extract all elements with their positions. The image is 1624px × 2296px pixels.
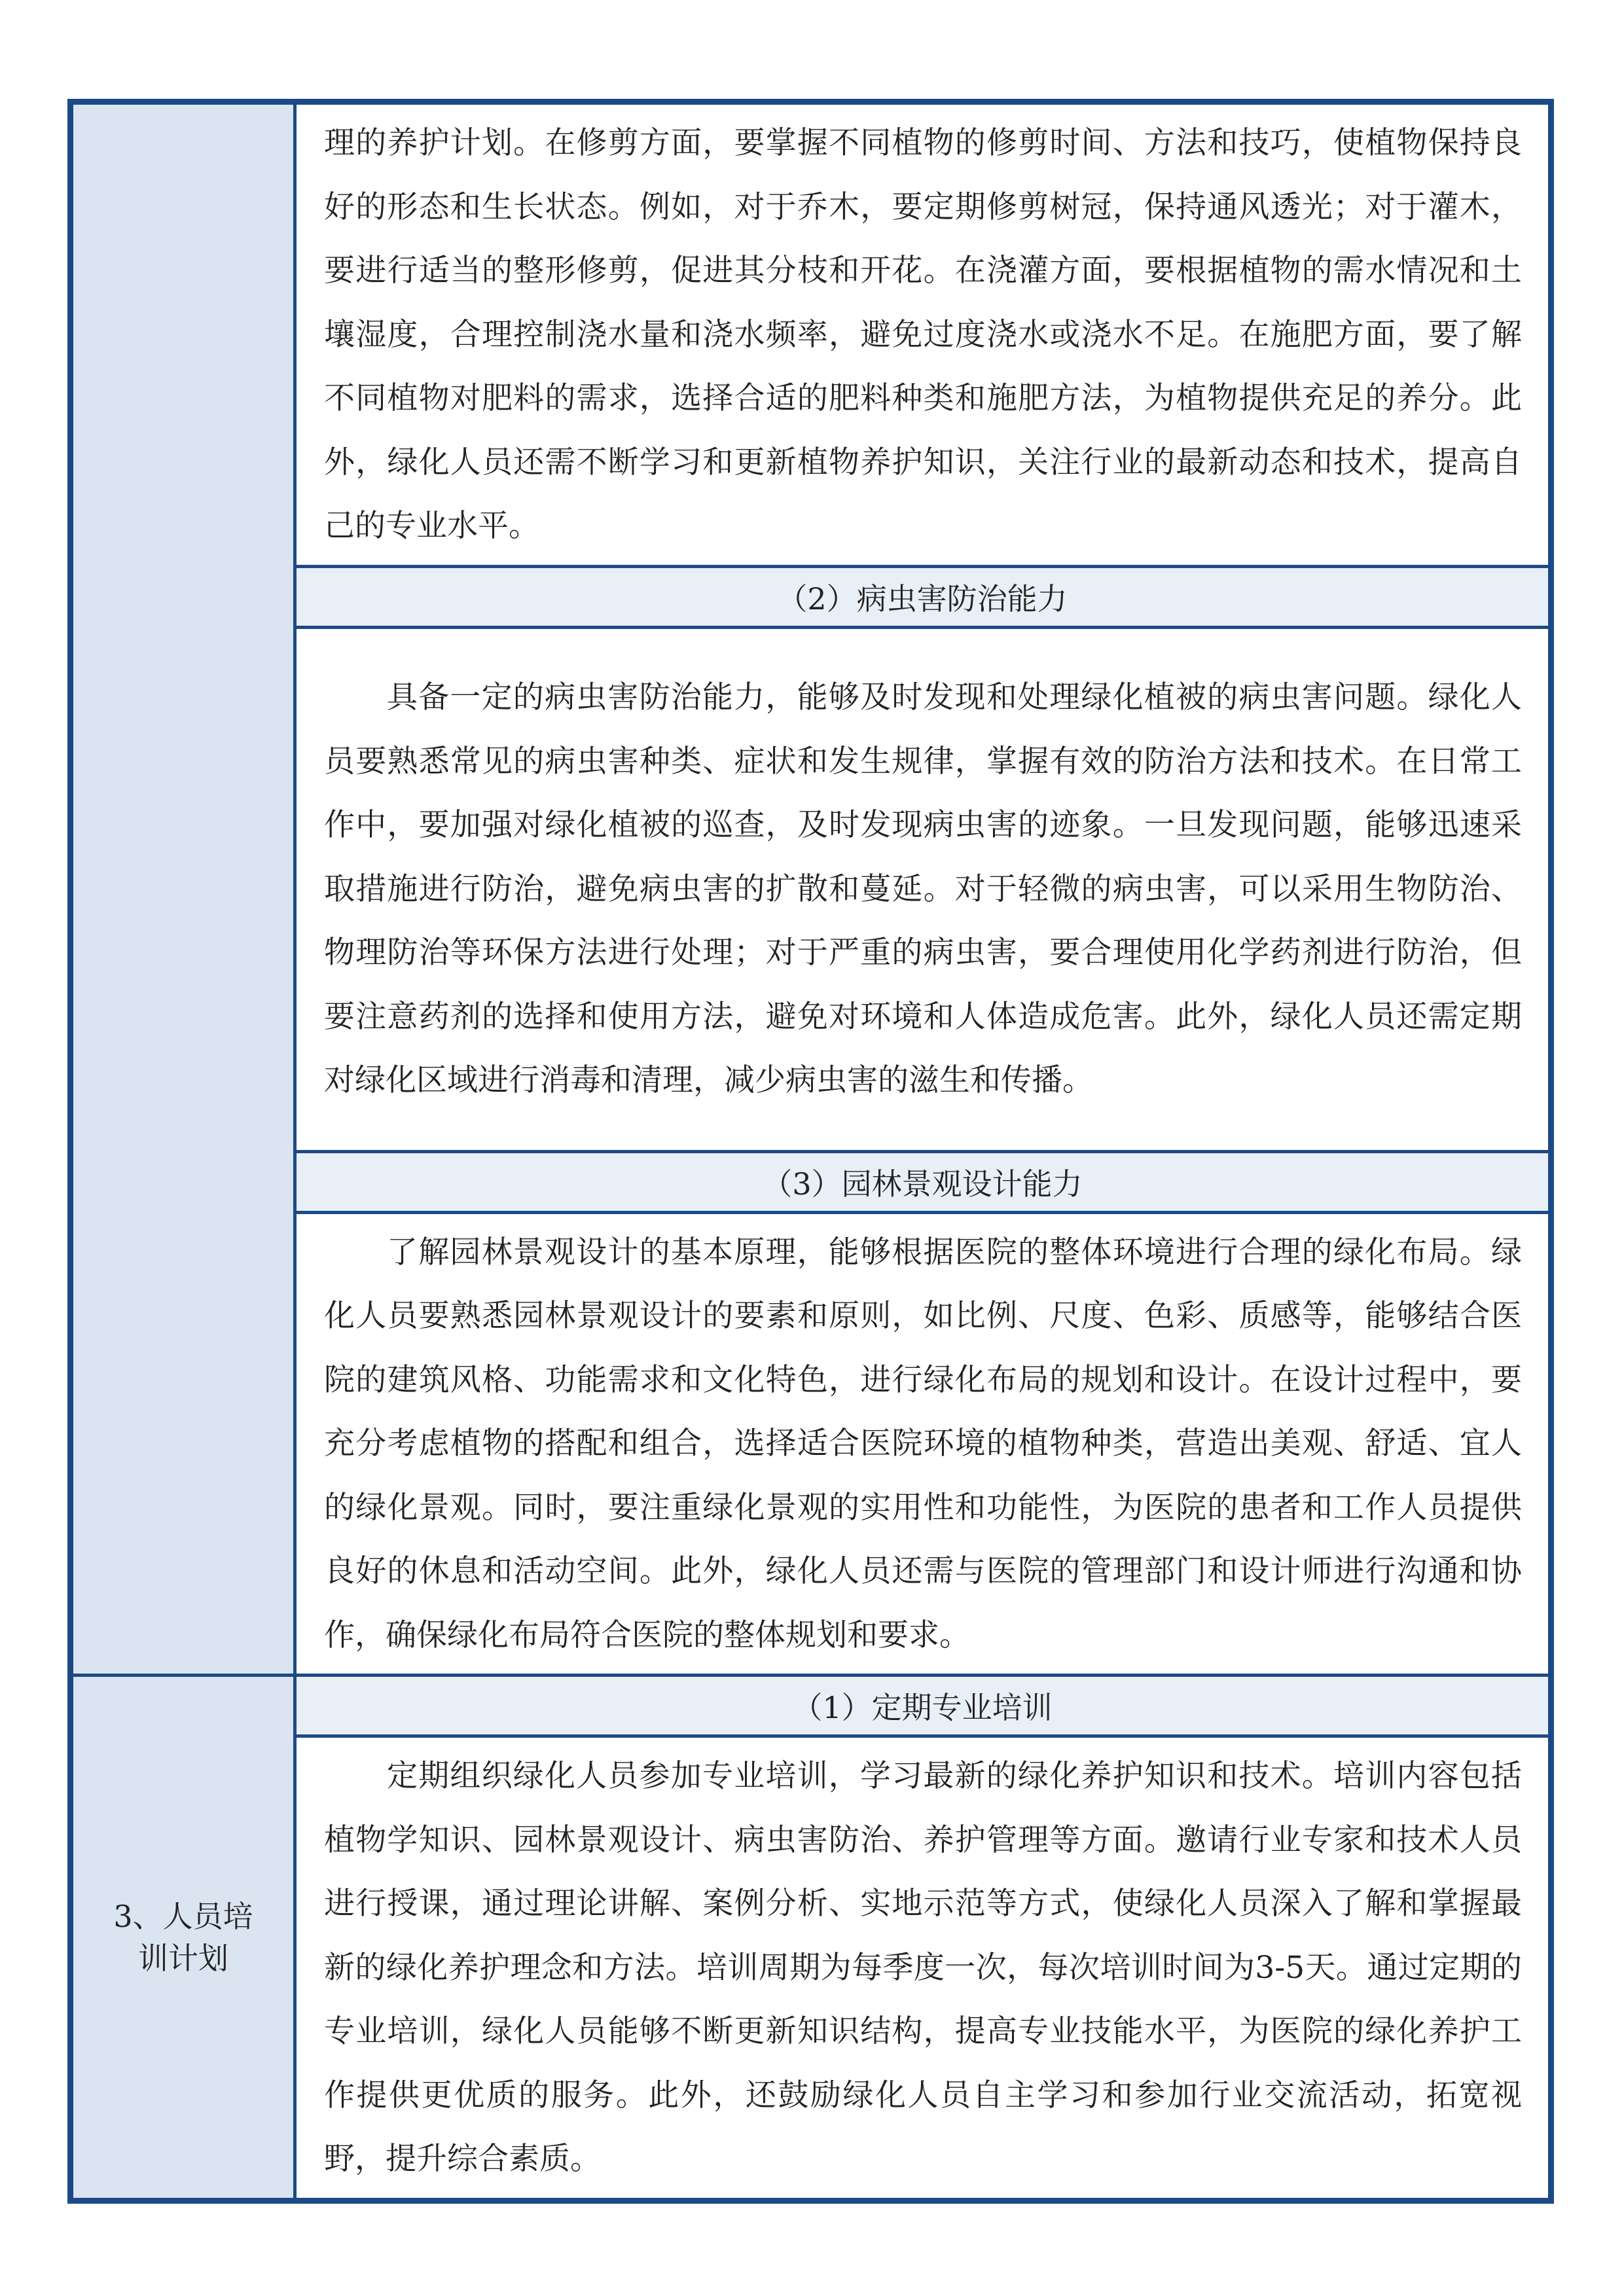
content-cell-landscape-design xyxy=(295,1212,1551,1676)
paragraph-landscape-design: 了解园林景观设计的基本原理，能够根据医院的整体环境进行合理的绿化布局。绿化人员要熟悉园林景观设计的要素和原则，如比例、尺度、色彩、质感等，能够结合医院的建筑风格、功能需求和文化特色，进行绿化布局的规划和设计。在设计过程中，要充分考虑植物的搭配和组合，选择适合医院环境的植物种类，营造出美观、舒适、宜人的绿化景观。同时，要注重绿化景观的实用性和功能性，为医院的患者和工作人员提供良好的休息和活动空间。此外，绿化人员还需与医院的管理部门和设计师进行沟通和协作，确保绿化布局符合医院的整体规划和要求。 xyxy=(324,1234,1522,1653)
subheading-regular-training: （1）定期专业培训 xyxy=(295,1676,1551,1736)
section-3-label-cell xyxy=(71,1676,295,2201)
paragraph-regular-training: 定期组织绿化人员参加专业培训，学习最新的绿化养护知识和技术。培训内容包括植物学知识、园林景观设计、病虫害防治、养护管理等方面。邀请行业专家和技术人员进行授课，通过理论讲解、案例分析、实地示范等方式，使绿化人员深入了解和掌握最新的绿化养护理念和方法。培训周期为每季度一次，每次培训时间为3-5天。通过定期的专业培训，绿化人员能够不断更新知识结构，提高专业技能水平，为医院的绿化养护工作提供更优质的服务。此外，还鼓励绿化人员自主学习和参加行业交流活动，拓宽视野，提升综合素质。 xyxy=(324,1758,1522,2177)
subheading-landscape-design: （3）园林景观设计能力 xyxy=(295,1151,1551,1212)
paragraph-plant-care-continued: 理的养护计划。在修剪方面，要掌握不同植物的修剪时间、方法和技巧，使植物保持良好的形态和生长状态。例如，对于乔木，要定期修剪树冠，保持通风透光；对于灌木，要进行适当的整形修剪，促进其分枝和开花。在浇灌方面，要根据植物的需水情况和土壤湿度，合理控制浇水量和浇水频率，避免过度浇水或浇水不足。在施肥方面，要了解不同植物对肥料的需求，选择合适的肥料种类和施肥方法，为植物提供充足的养分。此外，绿化人员还需不断学习和更新植物养护知识，关注行业的最新动态和技术，提高自己的专业水平。 xyxy=(324,125,1522,544)
subheading-pest-control: （2）病虫害防治能力 xyxy=(295,566,1551,627)
section-2-label-cell xyxy=(71,102,295,1676)
plan-table xyxy=(67,99,1554,2204)
paragraph-pest-control: 具备一定的病虫害防治能力，能够及时发现和处理绿化植被的病虫害问题。绿化人员要熟悉常见的病虫害种类、症状和发生规律，掌握有效的防治方法和技术。在日常工作中，要加强对绿化植被的巡查，及时发现病虫害的迹象。一旦发现问题，能够迅速采取措施进行防治，避免病虫害的扩散和蔓延。对于轻微的病虫害，可以采用生物防治、物理防治等环保方法进行处理；对于严重的病虫害，要合理使用化学药剂进行防治，但要注意药剂的选择和使用方法，避免对环境和人体造成危害。此外，绿化人员还需定期对绿化区域进行消毒和清理，减少病虫害的滋生和传播。 xyxy=(324,679,1522,1099)
section-3-label: 3、人员培训计划 xyxy=(113,1898,253,1976)
content-cell-continued xyxy=(295,102,1551,567)
content-cell-regular-training xyxy=(295,1736,1551,2201)
content-cell-pest-control xyxy=(295,627,1551,1151)
